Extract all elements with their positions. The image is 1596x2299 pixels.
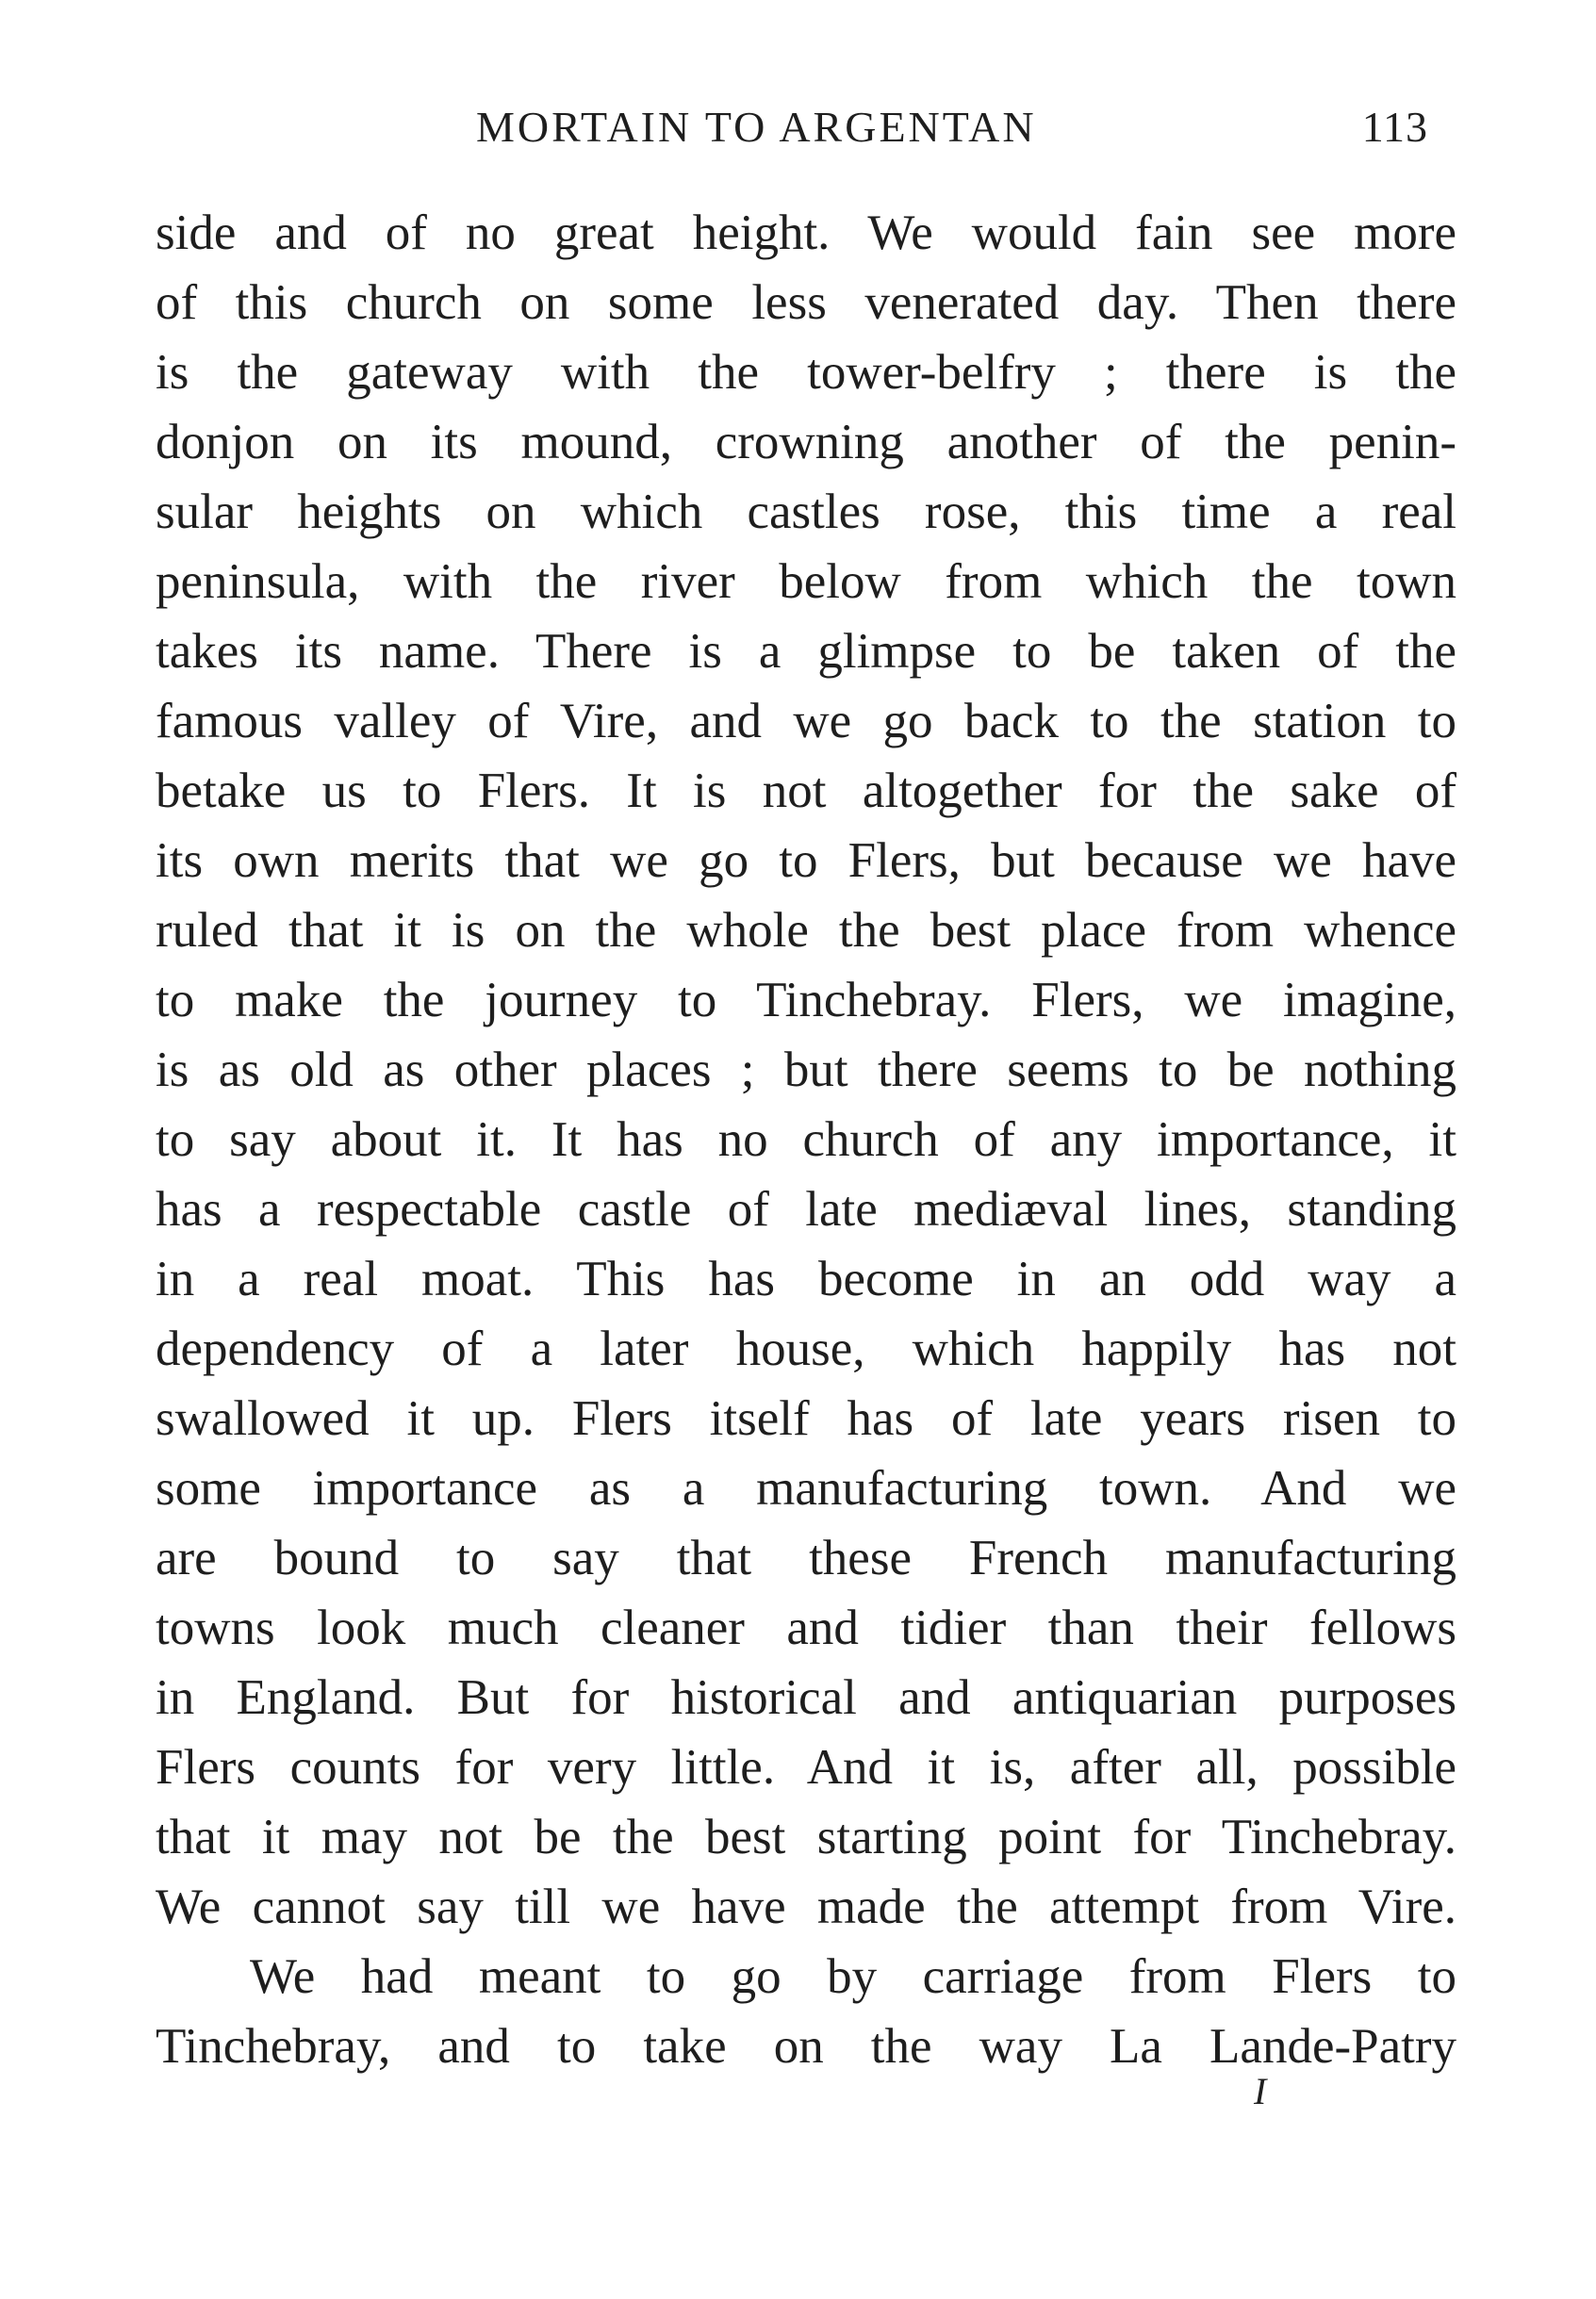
text-line: peninsula, with the river below from which the town	[156, 554, 1456, 609]
text-line: dependency of a later house, which happily has not	[156, 1322, 1456, 1376]
text-line: towns look much cleaner and tidier than their fellows	[156, 1601, 1456, 1655]
running-title: MORTAIN TO ARGENTAN	[476, 103, 1037, 151]
text-line: donjon on its mound, crowning another of the penin-	[156, 415, 1456, 469]
text-line: We cannot say till we have made the attempt from Vire.	[156, 1880, 1456, 1934]
text-line: sular heights on which castles rose, this time a real	[156, 484, 1456, 539]
text-line: are bound to say that these French manufacturing	[156, 1531, 1456, 1585]
text-line: in a real moat. This has become in an odd way a	[156, 1252, 1456, 1306]
page-number: 113	[1361, 103, 1428, 151]
text-line: famous valley of Vire, and we go back to the station to	[156, 694, 1456, 748]
text-line: in England. But for historical and antiquarian purposes	[156, 1670, 1456, 1725]
text-line: swallowed it up. Flers itself has of late years risen to	[156, 1391, 1456, 1446]
text-line: betake us to Flers. It is not altogether for the sake of	[156, 764, 1456, 818]
text-line: is the gateway with the tower-belfry ; there is the	[156, 345, 1456, 400]
text-line: of this church on some less venerated day. Then there	[156, 275, 1456, 330]
text-line: to say about it. It has no church of any importance, it	[156, 1112, 1456, 1167]
text-line: side and of no great height. We would fain see more	[156, 205, 1456, 260]
paragraph-2	[156, 1942, 1456, 2081]
text-line: some importance as a manufacturing town. And we	[156, 1461, 1456, 1516]
text-line: takes its name. There is a glimpse to be taken of the	[156, 624, 1456, 679]
signature-mark: I	[1254, 2070, 1267, 2112]
text-line: to make the journey to Tinchebray. Flers, we imagine,	[156, 973, 1456, 1027]
text-line: Tinchebray, and to take on the way La Lande-Patry	[156, 2019, 1456, 2074]
text-line: has a respectable castle of late mediæval lines, standing	[156, 1182, 1456, 1237]
text-line: ruled that it is on the whole the best place from whence	[156, 903, 1456, 958]
text-line: is as old as other places ; but there seems to be nothing	[156, 1043, 1456, 1097]
body-text	[156, 198, 1456, 2081]
text-line: its own merits that we go to Flers, but because we have	[156, 833, 1456, 888]
paragraph-1	[156, 198, 1456, 1942]
running-head	[156, 102, 1428, 158]
text-line: that it may not be the best starting point for Tinchebray.	[156, 1810, 1456, 1864]
text-line: Flers counts for very little. And it is, after all, possible	[156, 1740, 1456, 1795]
text-line: We had meant to go by carriage from Flers to	[250, 1949, 1456, 2004]
